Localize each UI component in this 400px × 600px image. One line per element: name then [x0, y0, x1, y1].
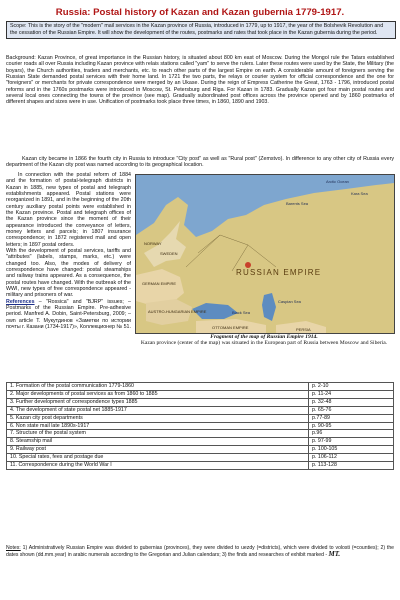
contents-item: 4. The development of state postal net 1885-1917 — [7, 406, 309, 414]
contents-row — [7, 383, 394, 391]
contents-pages: p. 90-95 — [309, 422, 394, 430]
map-label-persia: PERSIA — [296, 327, 311, 332]
contents-item: 9. Railway post — [7, 446, 309, 454]
left-column — [6, 172, 131, 330]
map-label-germany: GERMAN EMPIRE — [142, 281, 177, 286]
map-label-austria: AUSTRO-HUNGARIAN EMPIRE — [148, 309, 207, 314]
notes-text: 1) Administratively Russian Empire was divided to gubernias (provinces), they were divided to uezdy (=districts), which were divided to volosti (=counties); 2) the dates shown (dd.mm.year) in arabic numerals according to the Gregorian and Julian calendars; 3) the finds and researches of exhibit marked - — [6, 545, 394, 559]
contents-pages: p. 106-112 — [309, 454, 394, 462]
contents-item: 6. Non state mail late 1890s-1917 — [7, 422, 309, 430]
contents-pages: p. 11-24 — [309, 390, 394, 398]
contents-item: 3. Further development of correspondence types 1885 — [7, 398, 309, 406]
notes-paragraph — [6, 545, 394, 559]
map-caption-title: Fragment of the map of Russian Empire 1914. — [210, 334, 318, 340]
contents-row — [7, 438, 394, 446]
contents-row — [7, 414, 394, 422]
map-label-barents: Barents Sea — [286, 201, 309, 206]
contents-row — [7, 454, 394, 462]
contents-item: 10. Special rates, fees and postage due — [7, 454, 309, 462]
contents-pages: p.96 — [309, 430, 394, 438]
city-post-paragraph: Kazan city became in 1866 the fourth city in Russia to introduce "City post" as well as "Rural post" (Zemstvo). In difference to any other city of Russia every department of the Kazan city post was named according to its geographical location. — [6, 156, 394, 169]
map-image — [135, 174, 395, 334]
references-label: References — [6, 298, 35, 305]
contents-row — [7, 462, 394, 470]
references-text: – "Rossica" and "BJRP" issues; – Postmarks of the Russian Empire. Pre-adhesive period. Manfred A. Dobin, Saint-Petersburg, 2009; – own article Т. Мукутдинов «Заметки по истории почты г. Казани (1734-1917)», Коллекционер № 51. — [6, 298, 131, 330]
contents-item: 1. Formation of the postal communication 1779-1860 — [7, 383, 309, 391]
references-paragraph — [6, 299, 131, 331]
contents-row — [7, 430, 394, 438]
contents-item: 7. Structure of the postal system — [7, 430, 309, 438]
contents-item: 2. Major developments of postal services as from 1860 to 1885 — [7, 390, 309, 398]
page-title: Russia: Postal history of Kazan and Kazan gubernia 1779-1917. — [55, 7, 345, 18]
contents-pages: p.77-89 — [309, 414, 394, 422]
exhibitor-mark: MT. — [328, 550, 341, 559]
contents-pages: p. 97-99 — [309, 438, 394, 446]
contents-row — [7, 422, 394, 430]
map-label-kara: Kara Sea — [351, 191, 368, 196]
contents-row — [7, 406, 394, 414]
contents-pages: p. 2-10 — [309, 383, 394, 391]
contents-item: 8. Steamship mail — [7, 438, 309, 446]
map-label-norway: NORWAY — [144, 241, 162, 246]
map-label-arctic: Arctic Ocean — [326, 179, 349, 184]
map-label-caspian: Caspian Sea — [278, 299, 301, 304]
background-paragraph: Background: Kazan Province, of great importance in the Russian history, is situated about 800 km east of Moscow. During the Mongol rule the Tatars established courier roads all over Russia including Kazan province with relais stations called "yam" to serve the rulers. Later these routes were used by the State, the Military (the boyars), the Church authorities, traders and merchants, etc. to reach other parts of the largest Empire on earth. A considerable amount of foreigners serving the Russian State demanded postal services with their home land. In 1721 the two parts, the relays or courier system for official correspondence and the one for "foreigners" or merchants for private correspondence were merged by an Ukase. During the reign of Empress Catherine the Great, 1763 - 1796, introduced postal reforms and in the 1760s postmarks were introduced in Moscow, St. Petersburg and Riga. For Kazan in 1783. Gradually Kazan got four main postal routes and several local ones connecting the towns of the province (see map). Gradually subordinated post offices across the province opened and by 1860 postmarks of different shapes and sizes were in use. Unification of postmarks took place three times, in 1860, 1890 and 1903. — [6, 55, 394, 106]
map-caption-text: Kazan province (center of the map) was situated in the European part of Russia between Moscow and Siberia. — [140, 340, 388, 347]
contents-pages: p. 65-76 — [309, 406, 394, 414]
postal-reform-paragraph: In connection with the postal reform of 1884 and the formation of postal-telegraph districts in Kazan in 1885, new types of postal and telegraph establishments appeared. Postal stations were reorganized in 1891, and in the beginning of the 20th century auxiliary postal points were established in the Kazan province. Postal and telegraph offices of the Kazan province since the moment of their appearance introduced the conveyance of letters, money letters and parcels; in 1807 insurance correspondence; in 1872 registered mail and open letters; in 1897 postal orders. — [6, 172, 131, 248]
map-label-ottoman: OTTOMAN EMPIRE — [212, 325, 249, 330]
contents-table — [6, 382, 394, 470]
contents-pages: p. 113-128 — [309, 462, 394, 470]
contents-row — [7, 390, 394, 398]
map-caption — [135, 334, 393, 347]
scope-box: Scope: This is the story of the "modern" mail services in the Kazan province of Russia, introduced in 1779, up to 1917, the year of the Bolshevik Revolution and the cessation of the Russian Empire. It will show the development of the routes, postmarks and rates that took place in the Kazan gubernia during the period. — [6, 21, 396, 39]
map-label-empire: RUSSIAN EMPIRE — [236, 268, 322, 277]
contents-row — [7, 446, 394, 454]
map-label-black-sea: Black Sea — [232, 310, 251, 315]
contents-pages: p. 100-105 — [309, 446, 394, 454]
contents-pages: p. 32-48 — [309, 398, 394, 406]
contents-item: 11. Correspondence during the World War I — [7, 462, 309, 470]
tariffs-paragraph: With the development of postal services, tariffs and "attributes" (labels, stamps, marks, etc.) were changed too. Also, the modes of delivery of correspondence have changed: postal steamships and railway trains appeared. As a consequence, the postal routes have changed. With the outbreak of the WWI, new types of free correspondence appeared - military and prisoners of war. — [6, 247, 131, 299]
map-label-sweden: SWEDEN — [160, 251, 178, 256]
contents-item: 5. Kazan city post departments — [7, 414, 309, 422]
contents-row — [7, 398, 394, 406]
notes-label: Notes: — [6, 545, 21, 551]
